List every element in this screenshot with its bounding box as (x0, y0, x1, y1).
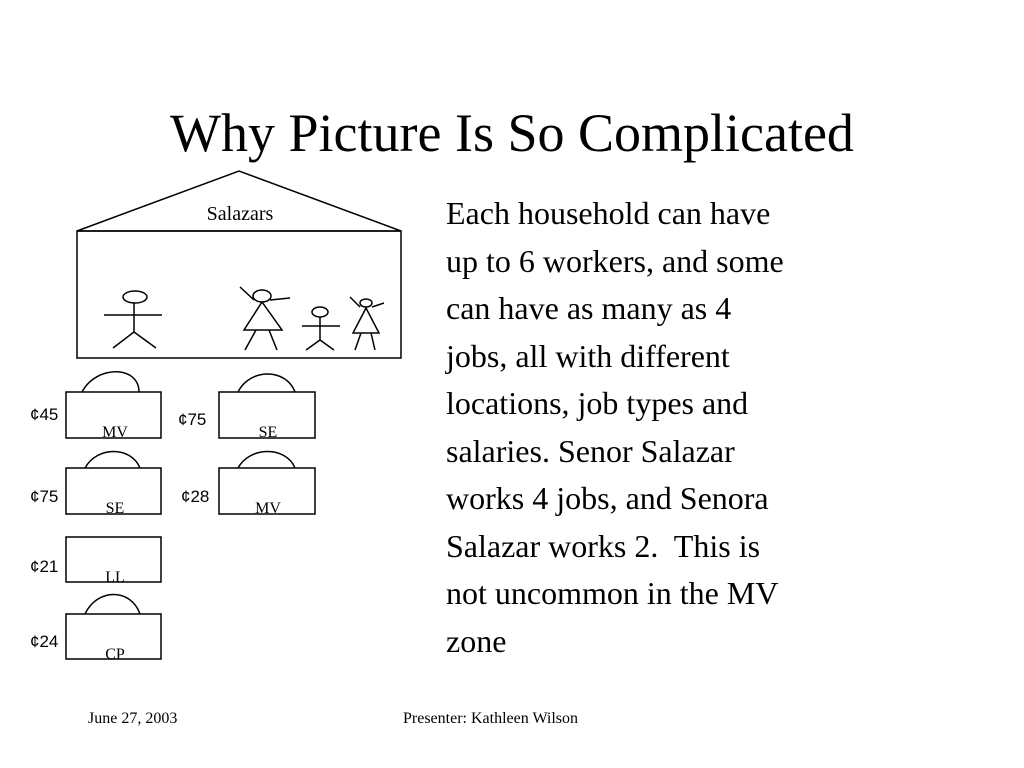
boy-figure-icon (302, 307, 340, 350)
man-figure-icon (104, 291, 162, 348)
footer-date: June 27, 2003 (88, 710, 178, 727)
job-zone: SE (105, 500, 125, 517)
girl-figure-icon (350, 297, 384, 350)
body-line: can have as many as 4 (446, 290, 732, 326)
job-wage: ¢75 (178, 410, 207, 429)
job-wage: ¢45 (30, 405, 59, 424)
body-line: Salazar works 2. This is (446, 527, 761, 564)
body-line: jobs, all with different (446, 337, 730, 374)
body-line: locations, job types and (446, 385, 749, 421)
body-line: Each household can have (446, 195, 771, 231)
job-zone: CP (105, 646, 125, 663)
slide-title: Why Picture Is So Complicated (170, 103, 854, 163)
job-zone: SE (258, 424, 278, 441)
job-wage: ¢75 (30, 487, 59, 506)
slide-body-text (446, 190, 886, 665)
job-zone: MV (102, 424, 128, 441)
job-zone: MV (255, 500, 281, 517)
job-wage: ¢21 (30, 557, 59, 576)
body-line: not uncommon in the MV (446, 575, 779, 611)
footer-presenter: Presenter: Kathleen Wilson (403, 710, 579, 727)
body-line: works 4 jobs, and Senora (446, 480, 769, 516)
job-zone: LL (105, 569, 125, 586)
job-wage: ¢28 (181, 487, 210, 506)
job-wage: ¢24 (30, 632, 59, 651)
body-line: up to 6 workers, and some (446, 242, 784, 279)
woman-figure-icon (240, 287, 290, 350)
body-line: zone (446, 622, 507, 659)
household-label: Salazars (206, 203, 274, 225)
body-line: salaries. Senor Salazar (446, 432, 735, 469)
